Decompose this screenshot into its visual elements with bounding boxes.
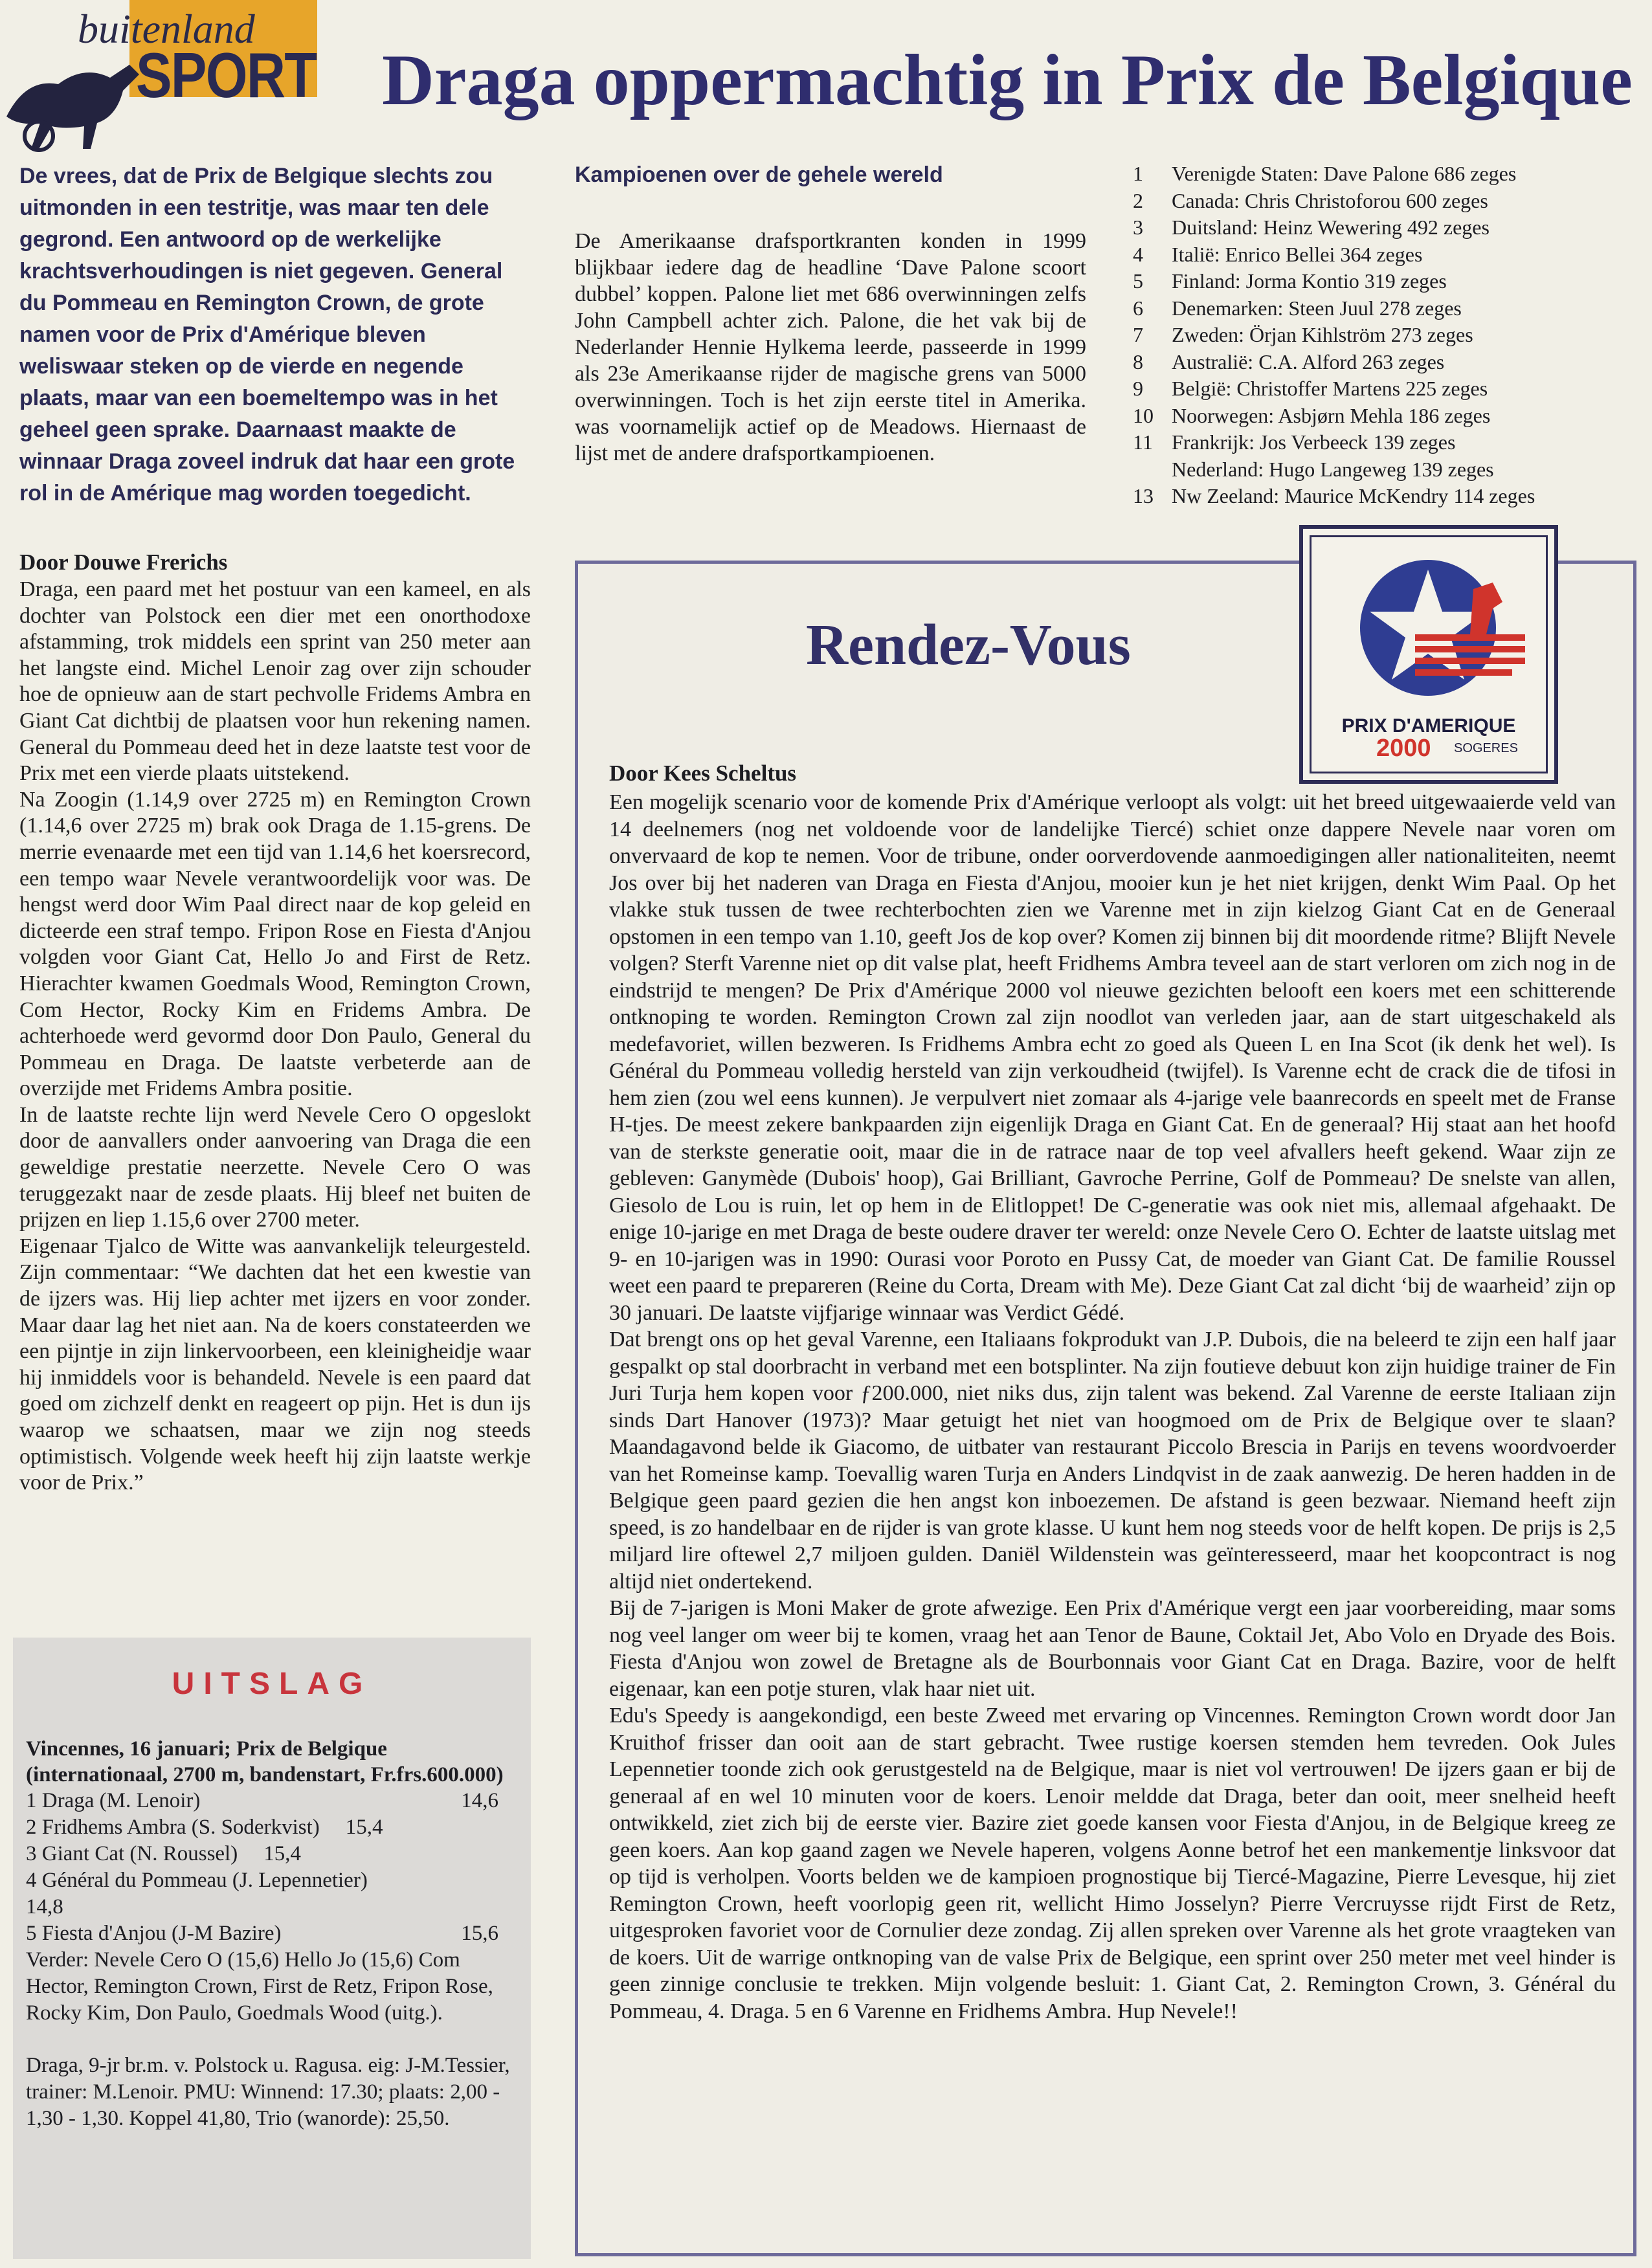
list-item: 4 Italië: Enrico Bellei 364 zeges <box>1133 242 1423 266</box>
logo-text: PRIX D'AMERIQUE <box>1341 715 1516 737</box>
section-top-label: buitenland <box>78 6 255 52</box>
star-horse-logo-icon <box>1337 550 1532 706</box>
list-item: 9 België: Christoffer Martens 225 zeges <box>1133 377 1488 400</box>
rendezvous-box <box>575 561 1636 2256</box>
prix-amerique-logo <box>1299 525 1558 784</box>
article-body <box>19 577 531 1496</box>
logo-sub: SOGERES <box>1454 741 1518 755</box>
champions-list <box>1133 161 1638 510</box>
results-title: UITSLAG <box>172 1667 372 1701</box>
results-verder: Verder: Nevele Cero O (15,6) Hello Jo (15,6) Com Hector, Remington Crown, First de Retz, Fripon Rose, Rocky Kim, Don Paulo, Goedmals Wood (uitg.). <box>26 1948 493 2025</box>
rendezvous-paragraph: Edu's Speedy is aangekondigd, een beste Zweed met ervaring op Vincennes. Remington Crown wordt door Jan Kruithof frisser dan ooit aan de start gebracht. Twee rustige koersen stemden hem tevreden. Ook Jules Lepennetier toonde zich ook gerustgesteld na de Belgique, maar is niet vol vertrouwen! De ijzers gaan er bij de generaal af en wel 10 minuten voor de koers. Lenoir meldde dat Draga, beter dan ooit, meer snelheid heeft ontwikkeld, ziet zich bij de eerste vier. Bazire ziet goede kansen voor Fiesta d'Anjou, in de Belgique kreeg ze geen koers. Aan kop gaand zagen we Nevele haperen, volgens Aonne betrof het een mankementje linksvoor dat op tijd is verholpen. Voorts belden we de kampioen prognostique bij Tiercé-Magazine, Pierre Levesque, hij ziet Remington Crown, heeft voorlopig geen rit, wellicht Himo Josselyn? Pierre Vercruysse rijdt First de Retz, uitgesproken favoriet voor de Cornulier deze zondag. Zij allen spreken over Varenne als het grote vraagteken van de koers. Uit de warrige ontknoping van de valse Prix de Belgique, een sprint over 250 meter met veel hinder is geen zinnige conclusie te trekken. Mijn volgende besluit: 1. Giant Cat, 2. Remington Crown, 3. Général du Pommeau, 4. Draga. 5 en 6 Varenne en Fridhems Ambra. Hup Nevele!! <box>609 1704 1616 2023</box>
champions-subhead: Kampioenen over de gehele wereld <box>575 162 943 187</box>
results-box <box>13 1638 531 2259</box>
rendezvous-paragraph: Een mogelijk scenario voor de komende Prix d'Amérique verloopt als volgt: uit het breed uitgewaaierde veld van 14 deelnemers (nog net voldoende voor de landelijke Tiercé) schiet onze dappere Nevele naar voren om onvervaard de kop te nemen. Voor de tribune, onder oorverdovende aanmoedigingen aller nationaliteiten, neemt Jos over bij het naderen van Draga en Fiesta d'Anjou, mooier kun je het niet krijgen, denkt Wim Paal. Op het vlakke stuk tussen de twee rechterbochten zien we Varenne met in zijn kielzog Giant Cat en de Generaal opstomen in een tempo van 1.10, geeft Jos de kop over? Komen zij binnen bij dit moordende ritme? Blijft Nevele volgen? Sterft Varenne niet op dit valse plat, heeft Fridhems Ambra teveel aan de start verloren om zich nog in de eindstrijd te mengen? De Prix d'Amérique 2000 vol nieuwe gezichten belooft een koers met een schitterende ontknoping te worden. Remington Crown zal zijn noodlot van verleden jaar, aan de start uitgeschakeld als medefavoriet, willen bezweren. Is Fridhems Ambra echt zo goed als Queen L en Ina Scot (ik denk het wel). Is Général du Pommeau volledig hersteld van zijn verkoudheid (twijfel). Is Varenne echt de crack die de tifosi in hem zien (zou wel eens kunnen). Je verpulvert niet zomaar als 4-jarige vele baanrecords en speelt met de Franse H-tjes. De meest zekere bankpaarden zijn eigenlijk Draga en Giant Cat. En de generaal? Hij staat aan het hoofd van de sterkste generatie ooit, maar die in de ratrace naar de top veel afvallers heeft gekend. Waar zijn ze gebleven: Ganymède (Dubois' hoop), Gai Brilliant, Gavroche Perrine, Golf de Pommeau? De snelste van allen, Giesolo de Lou is ruin, let op hem in de Elitloppet! De C-generatie was ook niet mis, allemaal afgehaakt. De enige 10-jarige en met Draga de beste oudere draver ter wereld: onze Nevele Cero O. Echter de laatste uitslag met 9- en 10-jarigen was in 1990: Ourasi voor Poroto en Pussy Cat, de moeder van Giant Cat. De familie Roussel weet een paard te prepareren (Reine du Corta, Dream with Me). Deze Giant Cat zal dicht ‘bij de waarheid’ zijn op 30 januari. De laatste vijfjarige winnaar was Verdict Gédé. <box>609 790 1616 1325</box>
results-list <box>26 1788 518 2027</box>
rendezvous-paragraph: Bij de 7-jarigen is Moni Maker de grote afwezige. Een Prix d'Amérique vergt een jaar voorbereiding, maar soms nog veel langer om weer bij te komen, vraag het aan Tenor de Baune, Coktail Jet, Abo Volo en Dryade des Bois. Fiesta d'Anjou won zowel de Bretagne als de Bourbonnais voor Giant Cat en Draga. Bazire, voor de helft eigenaar, kan een potje sturen, vlak haar niet uit. <box>609 1596 1616 1701</box>
trotter-silhouette-icon <box>0 39 168 155</box>
article-paragraph: Na Zoogin (1.14,9 over 2725 m) en Remington Crown (1.14,6 over 2725 m) brak ook Draga de 1.15-grens. De merrie evenaarde met een tijd van 1.14,6 het koersrecord, een tempo waar Nevele verantwoordelijk voor was. De hengst werd door Wim Paal direct naar de kop geleid en dicteerde een straf tempo. Fripon Rose en Fiesta d'Anjou volgden voor Giant Cat, Hello Jo and First de Retz. Hierachter kwamen Goedmals Wood, Remington Crown, Com Hector, Rocky Kim en Fridems Ambra. De achterhoede werd gevormd door Don Paulo, General du Pommeau en Draga. De laatste verbeterde aan de overzijde met Fridems Ambra positie. <box>19 787 531 1101</box>
results-details: Draga, 9-jr br.m. v. Polstock u. Ragusa. eig: J-M.Tessier, trainer: M.Lenoir. PMU: Winnend: 17.30; plaats: 2,00 - 1,30 - 1,30. Koppel 41,80, Trio (wanorde): 25,50. <box>26 2054 510 2130</box>
article-lead: De vrees, dat de Prix de Belgique slechts zou uitmonden in een testritje, was maar ten dele gegrond. Een antwoord op de werkelijke krachtsverhoudingen is niet gegeven. General du Pommeau en Remington Crown, de grote namen voor de Prix d'Amérique bleven weliswaar steken op de vierde en negende plaats, maar van een boemeltempo was in het geheel geen sprake. Daarnaast maakte de winnaar Draga zoveel indruk dat haar een grote rol in de Amérique mag worden toegedicht. <box>19 164 515 506</box>
list-item: 2 Canada: Chris Christoforou 600 zeges <box>1133 188 1488 212</box>
article-paragraph: Draga, een paard met het postuur van een kameel, en als dochter van Polstock een dier met een onorthodoxe afstamming, trok middels een sprint van 250 meter aan het langste eind. Michel Lenoir zag over zijn schouder hoe de opnieuw aan de start pechvolle Fridems Ambra en Giant Cat dichtbij de plaatsen voor hun rekening namen. General du Pommeau deed het in deze laatste test voor de Prix met een vierde plaats uitstekend. <box>19 577 531 786</box>
main-article <box>19 161 531 1496</box>
list-item: 5 Finland: Jorma Kontio 319 zeges <box>1133 269 1447 293</box>
champions-text: De Amerikaanse drafsportkranten konden in 1999 blijkbaar iedere dag de headline ‘Dave Palone scoort dubbel’ koppen. Palone liet met 686 overwinningen zelfs John Campbell achter zich. Palone, die het vak bij de Nederlander Hennie Hylkema leerde, passeerde in 1999 als 23e Amerikaanse rijder de magische grens van 5000 overwinningen. Toch is het zijn eerste titel in Amerika. was voornamelijk actief op de Meadows. Hiernaast de lijst met de andere drafsportkampioenen. <box>575 229 1086 465</box>
article-paragraph: Eigenaar Tjalco de Witte was aanvankelijk teleurgesteld. Zijn commentaar: “We dachten dat het een kwestie van de ijzers was. Hij liep achter met ijzers en voor zonder. Maar daar lag het niet aan. Na de koers constateerden we een pijntje in zijn linkervoorbeen, een kleinigheidje waar hij inmiddels voor is behandeld. Nevele is een paard dat goed om zichzelf denkt en reageert op pijn. Het is dun ijs waarop we schaatsen, maar we zijn nog steeds optimistisch. Volgende week heeft hij zijn laatste werkje voor de Prix.” <box>19 1234 531 1495</box>
result-row: 2 Fridhems Ambra (S. Soderkvist) 15,4 <box>26 1816 383 1839</box>
champions-article <box>575 161 1086 467</box>
list-item: 3 Duitsland: Heinz Wewering 492 zeges <box>1133 216 1490 239</box>
section-main-label: SPORT <box>136 39 317 111</box>
rendezvous-body <box>609 789 1616 2025</box>
result-row: 1 Draga (M. Lenoir) 14,6 <box>26 1789 498 1812</box>
race-info: Vincennes, 16 januari; Prix de Belgique (internationaal, 2700 m, bandenstart, Fr.frs.600.000) <box>26 1737 504 1786</box>
result-row: 3 Giant Cat (N. Roussel) 15,4 <box>26 1842 301 1865</box>
logo-year: 2000 <box>1376 735 1431 762</box>
article-byline: Door Douwe Frerichs <box>19 550 228 575</box>
rendezvous-title: Rendez-Vous <box>806 613 1131 677</box>
list-item: 8 Australië: C.A. Alford 263 zeges <box>1133 350 1445 373</box>
section-badge <box>0 0 324 129</box>
list-item: 11 Frankrijk: Jos Verbeeck 139 zeges <box>1133 430 1456 454</box>
list-item: 13 Nw Zeeland: Maurice McKendry 114 zeges <box>1133 484 1535 507</box>
list-item: 10 Noorwegen: Asbjørn Mehla 186 zeges <box>1133 403 1491 427</box>
article-paragraph: In de laatste rechte lijn werd Nevele Cero O opgeslokt door de aanvallers onder aanvoering van Draga die een geweldige prestatie neerzette. Nevele Cero O was teruggezakt naar de zesde plaats. Hij bleef net buiten de prijzen en liep 1.15,6 over 2700 meter. <box>19 1102 531 1232</box>
rendezvous-paragraph: Dat brengt ons op het geval Varenne, een Italiaans fokprodukt van J.P. Dubois, die na beleerd te zijn een half jaar gespalkt op stal doorbracht in verband met een botsplinter. Na zijn foutieve debuut kon zijn huidige trainer de Fin Juri Turja hem kopen voor ƒ200.000, niet niks dus, zijn talent was bekend. Zal Varenne de eerste Italiaan zijn sinds Dart Hanover (1973)? Maar getuigt het niet van hoogmoed om de Prix de Belgique over te slaan? Maandagavond belde ik Giacomo, de uitbater van restaurant Piccolo Brescia in Parijs en tevens woordvoerder van het Romeinse kamp. Toevallig waren Turja en Anders Lindqvist in de zaak aanwezig. De heren hadden in de Belgique geen paard gezien die hen angst kon inboezemen. De afstand is geen bezwaar. Niemand heeft zijn speed, is zo handelbaar en de rijder is van grote klasse. U kunt hem nog steeds voor de helft kopen. De prijs is 2,5 miljard lire oftewel 2,7 miljoen gulden. Daniël Wildenstein was geïnteresseerd, maar het koopcontract is nog altijd niet ondertekend. <box>609 1328 1616 1594</box>
list-item: 7 Zweden: Örjan Kihlström 273 zeges <box>1133 323 1473 346</box>
rendezvous-byline: Door Kees Scheltus <box>609 761 797 786</box>
page-headline: Draga oppermachtig in Prix de Belgique <box>382 40 1633 120</box>
results-content <box>26 1736 518 2132</box>
list-item: 6 Denemarken: Steen Juul 278 zeges <box>1133 296 1462 320</box>
result-row: 5 Fiesta d'Anjou (J-M Bazire) 15,6 <box>26 1922 498 1945</box>
result-row: 4 Général du Pommeau (J. Lepennetier) 14,8 <box>26 1869 368 1918</box>
list-item: Nederland: Hugo Langeweg 139 zeges <box>1172 457 1494 481</box>
list-item: 1 Verenigde Staten: Dave Palone 686 zeges <box>1133 162 1517 185</box>
